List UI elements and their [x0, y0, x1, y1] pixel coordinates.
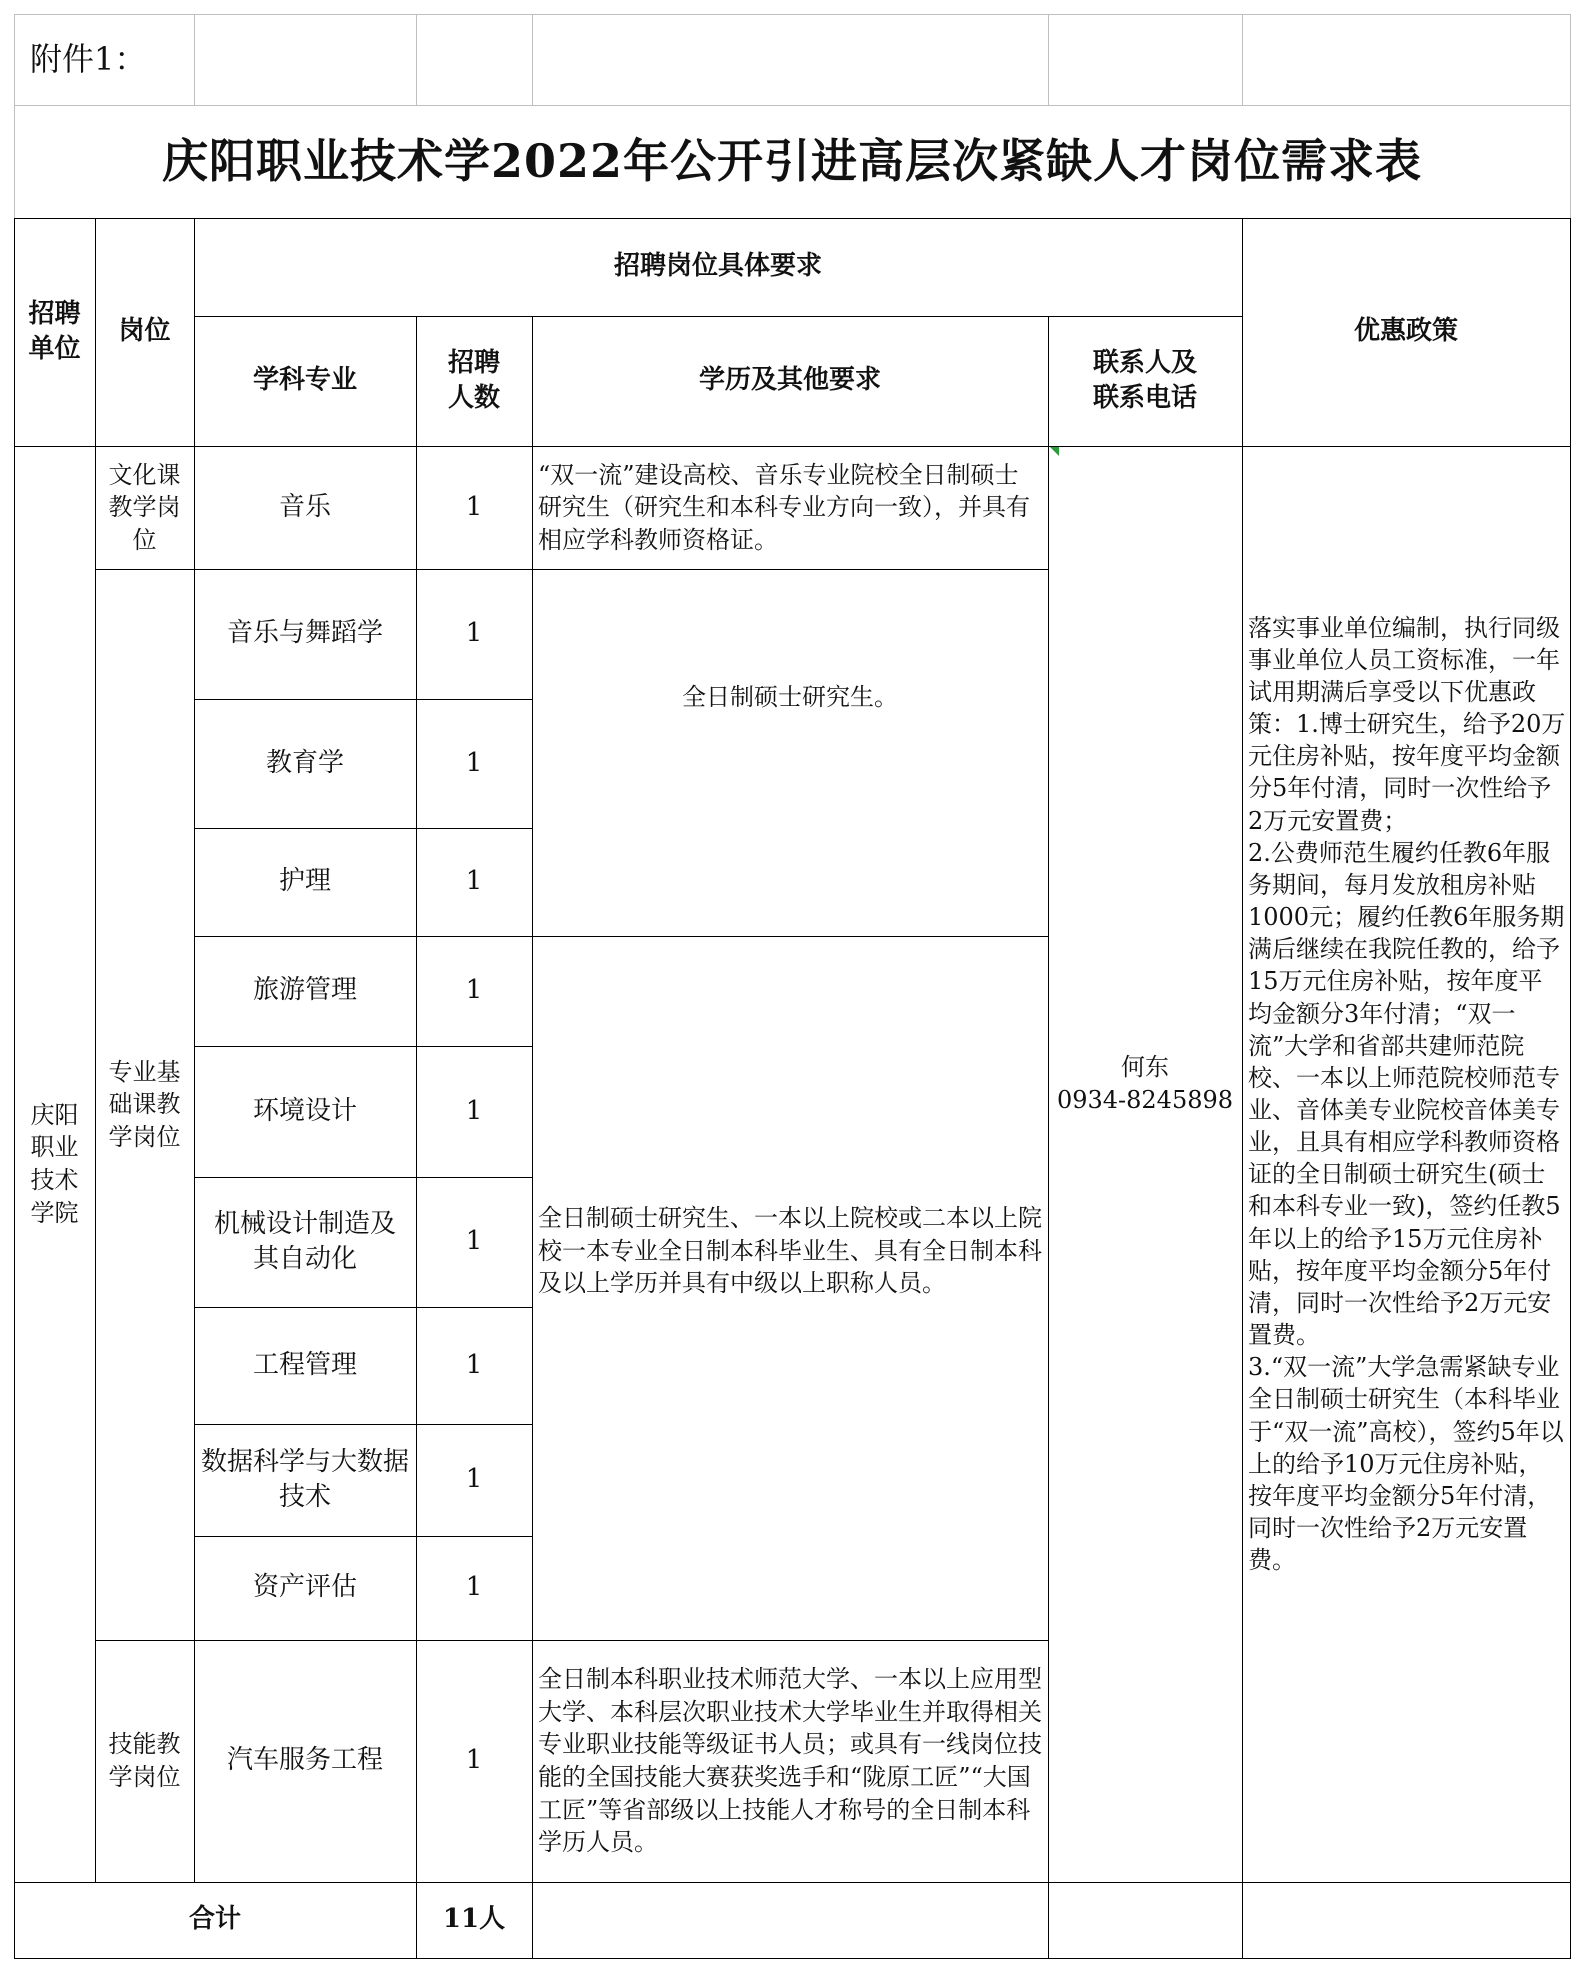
major-cell: 教育学 [265, 747, 344, 778]
count-cell: 1 [465, 1349, 483, 1380]
major-cell: 汽车服务工程 [226, 1745, 383, 1776]
major-cell: 环境设计 [252, 1095, 357, 1126]
attachment-label: 附件1： [30, 39, 147, 78]
position-skill: 技能教学岗位 [108, 1730, 181, 1791]
count-cell: 1 [465, 491, 483, 522]
major-cell: 旅游管理 [252, 975, 357, 1006]
header-contact: 联系人及联系电话 [1092, 347, 1197, 413]
count-cell: 1 [465, 866, 483, 897]
total-count: 11人 [442, 1904, 506, 1935]
major-cell: 机械设计制造及其自动化 [213, 1208, 396, 1274]
contact-phone: 0934-8245898 [1056, 1086, 1234, 1114]
count-cell: 1 [465, 975, 483, 1006]
requirement-skill: 全日制本科职业技术师范大学、一本以上应用型大学、本科层次职业技术大学毕业生并取得相关专业职业技能等级证书人员；或具有一线岗位技能的全国技能大赛获奖选手和“陇原工匠”“大国工匠”等省部级以上技能人才称号的全日制本科学历人员。 [538, 1665, 1042, 1857]
header-education: 学历及其他要求 [698, 365, 881, 396]
requirement-music: “双一流”建设高校、音乐专业院校全日制硕士研究生（研究生和本科专业方向一致），并具有相应学科教师资格证。 [538, 460, 1030, 554]
header-major: 学科专业 [252, 365, 357, 396]
major-cell: 护理 [278, 866, 331, 897]
contact-name: 何东 [1121, 1053, 1169, 1082]
count-cell: 1 [465, 747, 483, 778]
major-cell: 工程管理 [252, 1349, 357, 1380]
header-requirements-group: 招聘岗位具体要求 [613, 251, 822, 282]
count-cell: 1 [465, 1464, 483, 1495]
position-culture: 文化课教学岗位 [108, 460, 181, 554]
requirement-professional: 全日制硕士研究生、一本以上院校或二本以上院校一本专业全日制本科毕业生、具有全日制本科及以上学历并具有中级以上职称人员。 [538, 1204, 1042, 1298]
total-label: 合计 [188, 1904, 241, 1935]
header-count: 招聘人数 [447, 347, 500, 413]
count-cell: 1 [465, 618, 483, 649]
header-policy: 优惠政策 [1353, 316, 1458, 347]
policy-text: 落实事业单位编制，执行同级事业单位人员工资标准，一年试用期满后享受以下优惠政策：1.博士研究生，给予20万元住房补贴，按年度平均金额分5年付清，同时一次性给予2万元安置费； 2.公费师范生履约任教6年服务期间，每月发放租房补贴1000元；履约任教6年服务期满后继续在我院任教的，给予15万元住房补贴，按年度平均金额分3年付清；“双一流”大学和省部共建师范院校、一本以上师范院校师范专业、音体美专业院校音体美专业，且具有相应学科教师资格证的全日制硕士研究生(硕士和本科专业一致)，签约任教5年以上的给予15万元住房补贴，按年度平均金额分5年付清，同时一次性给予2万元安置费。 3.“双一流”大学急需紧缺专业全日制硕士研究生（本科毕业于“双一流”高校），签约5年以上的给予10万元住房补贴，按年度平均金额分5年付清，同时一次性给予2万元安置费。 [1248, 613, 1566, 1575]
header-position: 岗位 [118, 316, 171, 347]
major-cell: 资产评估 [252, 1572, 357, 1603]
header-unit: 招聘单位 [28, 298, 81, 364]
page-title: 庆阳职业技术学2022年公开引进高层次紧缺人才岗位需求表 [161, 134, 1423, 189]
position-professional: 专业基础课教学岗位 [108, 1057, 181, 1151]
major-cell: 音乐 [278, 491, 331, 522]
major-cell: 音乐与舞蹈学 [226, 618, 383, 649]
count-cell: 1 [465, 1572, 483, 1603]
requirement-masters: 全日制硕士研究生。 [682, 683, 898, 712]
count-cell: 1 [465, 1226, 483, 1257]
contact-cell [1048, 446, 1242, 1882]
unit-name: 庆阳职业技术学院 [30, 1100, 79, 1227]
major-cell: 数据科学与大数据技术 [200, 1446, 409, 1512]
count-cell: 1 [465, 1095, 483, 1126]
count-cell: 1 [465, 1745, 483, 1776]
